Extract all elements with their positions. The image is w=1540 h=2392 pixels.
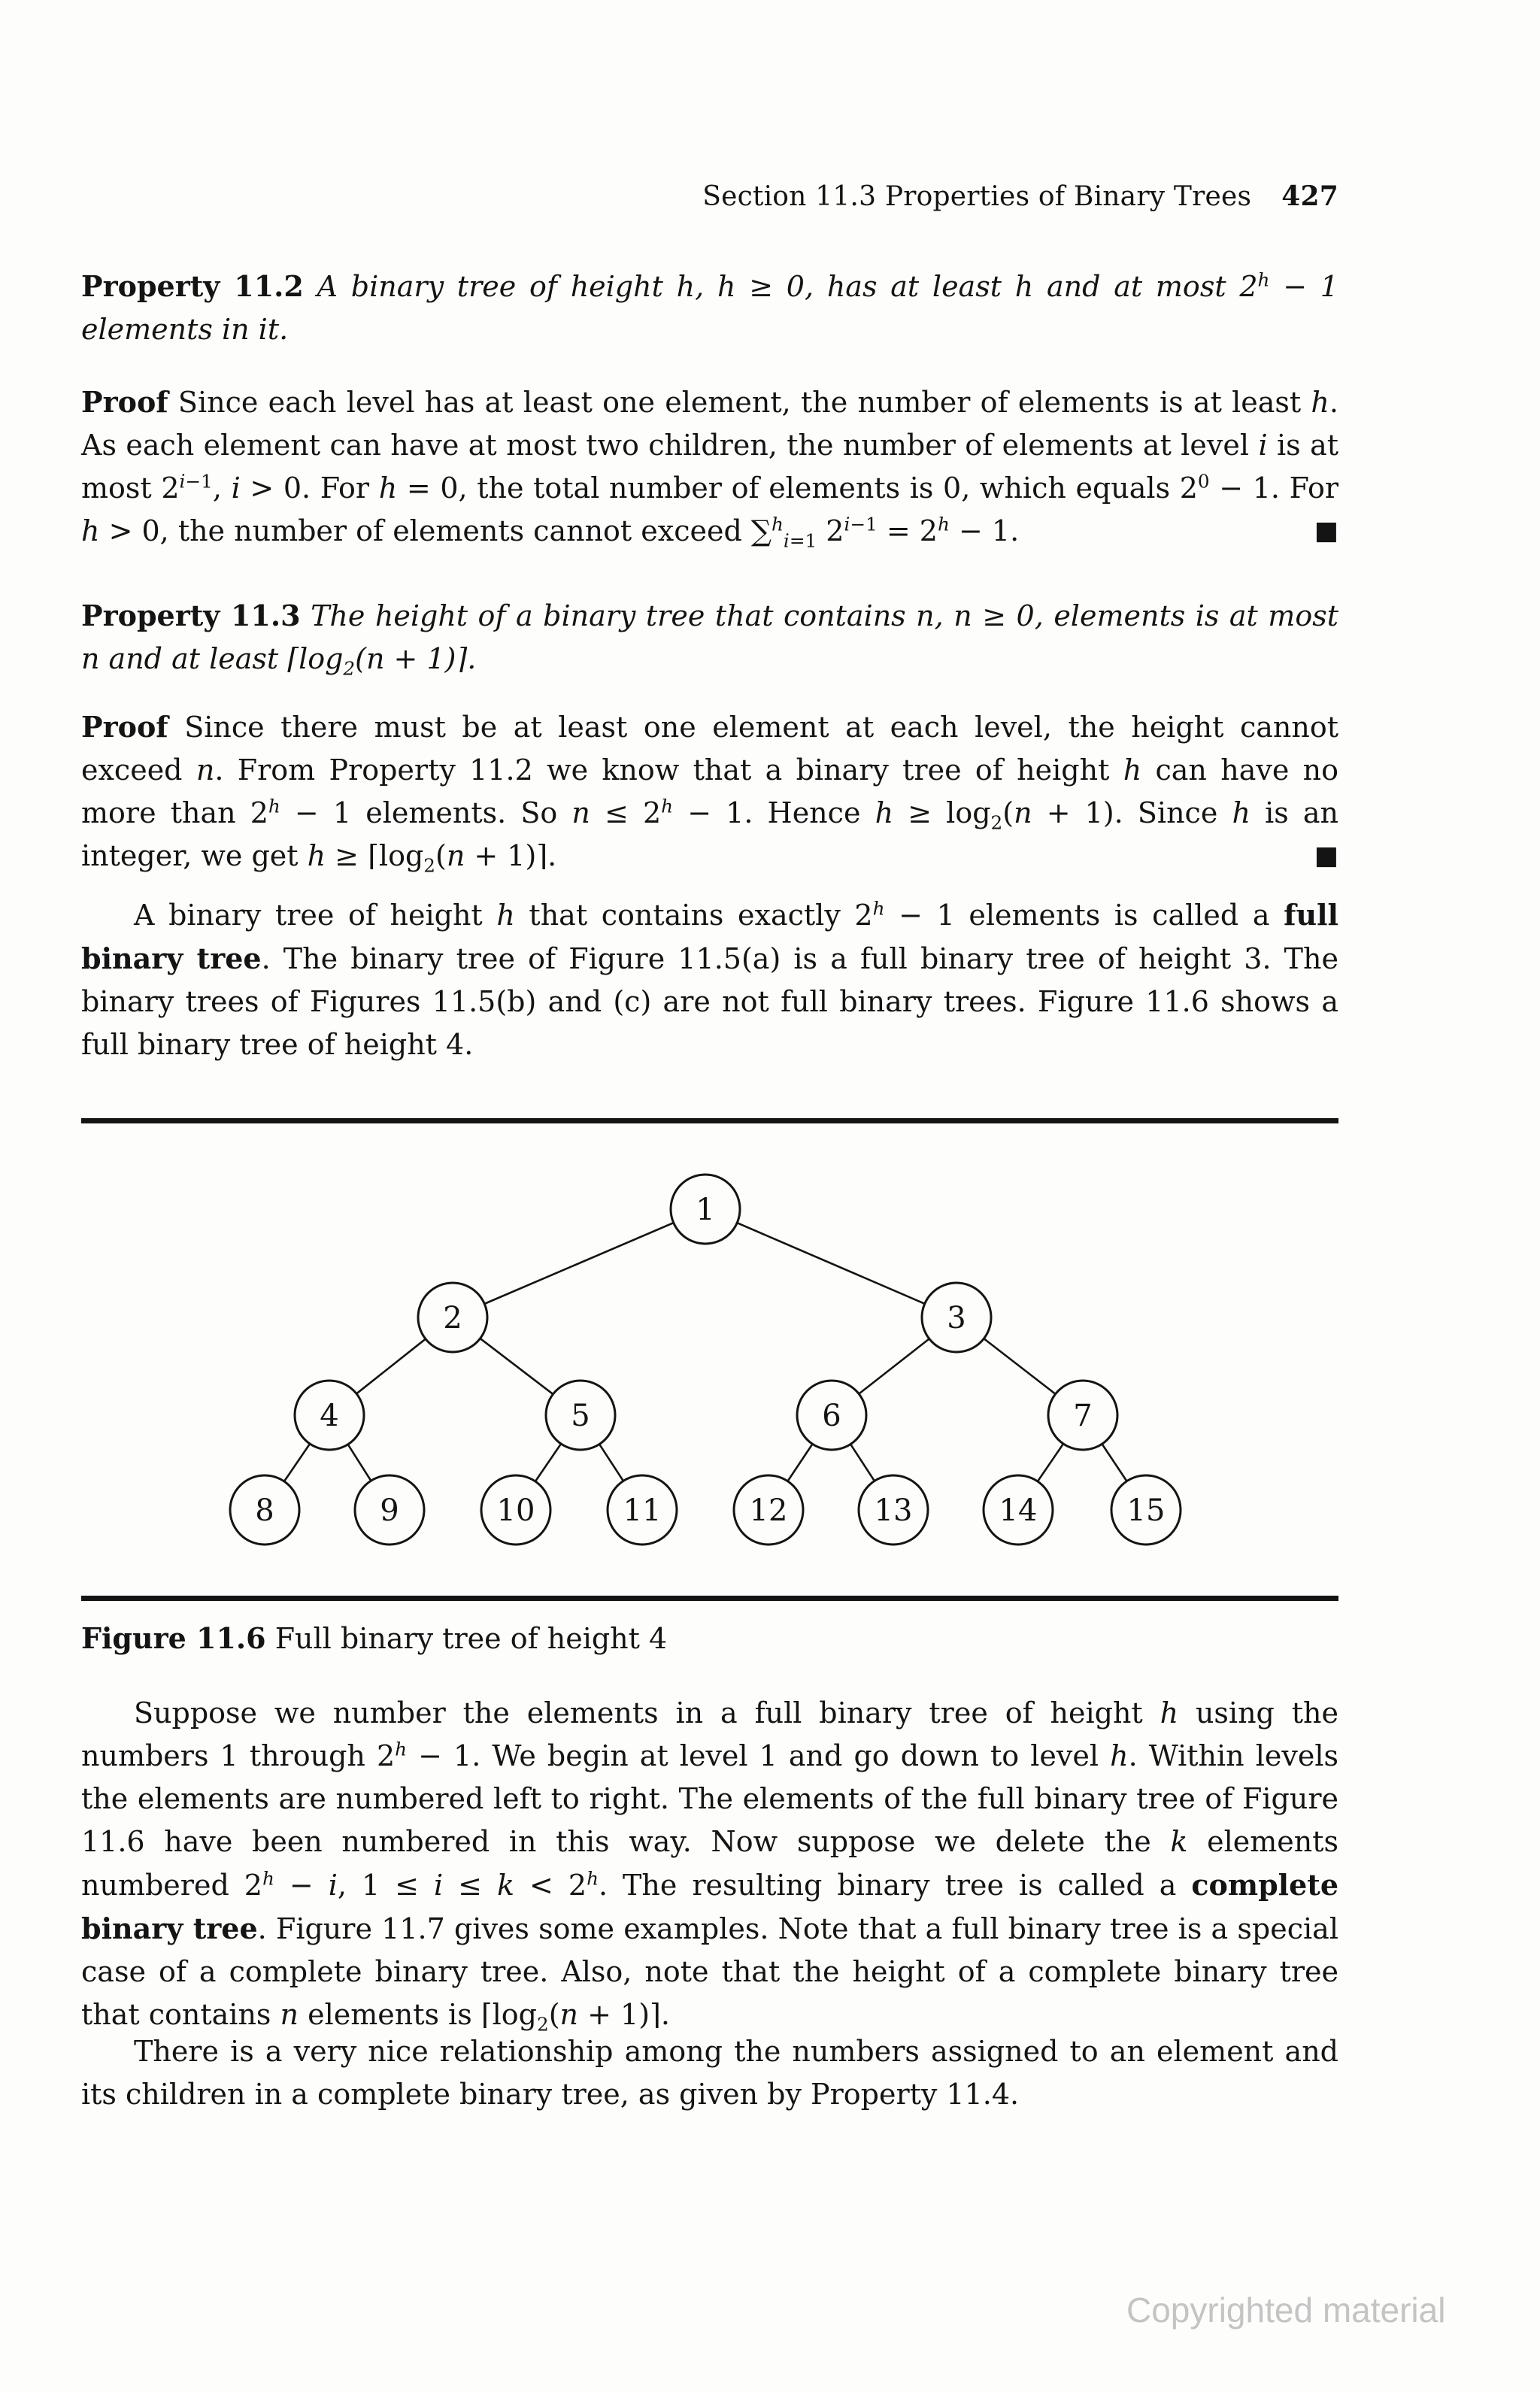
tree-edge-4-9 [348, 1445, 371, 1481]
tree-node-7 [1048, 1381, 1117, 1450]
proof-property-11-2 [81, 380, 1338, 553]
copyright-watermark: Copyrighted material [1126, 2290, 1446, 2330]
tree-node-label: 15 [1126, 1493, 1166, 1528]
caption-label: Figure 11.6 [81, 1621, 266, 1655]
tree-node-1 [671, 1175, 740, 1244]
tree-node-label: 13 [874, 1493, 913, 1528]
proof-property-11-3 [81, 705, 1338, 878]
tree-node-label: 14 [999, 1493, 1038, 1528]
tree-node-label: 2 [443, 1301, 462, 1335]
tree-node-label: 12 [749, 1493, 788, 1528]
property-statement: A binary tree of height h, h ≥ 0, has at least h and at most $2^h - 1$ elements in it. [81, 268, 1338, 346]
tree-node-label: 4 [320, 1399, 339, 1433]
section-title: Section 11.3 Properties of Binary Trees [702, 181, 1252, 212]
tree-node-label: 9 [380, 1493, 399, 1528]
page-number: 427 [1281, 180, 1338, 212]
tree-edge-6-12 [788, 1444, 813, 1481]
full-binary-tree-figure [0, 1143, 1540, 1609]
tree-edge-7-14 [1038, 1444, 1063, 1481]
tree-node-5 [546, 1381, 615, 1450]
proof-text: Since there must be at least one element at each level, the height cannot exceed n. From Property 11.2 we know that a binary tree of height h can have no more than $2^h - 1$ elements. So $n \le 2^h - 1$. Hence $h \ge \log_2(n + 1)$. Since h is an integer, we get $h \ge ⌈\log_2(n$ + 1)⌉. [81, 711, 1338, 877]
proof-text: Since each level has at least one element, the number of elements is at least h. As each element can have at most two children, the number of elements at level i is at most $2^{i-1}$, i > 0. For h = 0, the total number of elements is 0, which equals $2^0 - 1$. For h > 0, the number of elements cannot exceed ∑$^h_{i=1}$ $2^{i-1} = 2^h - 1$. [81, 386, 1338, 552]
tree-node-6 [797, 1381, 866, 1450]
tree-node-label: 6 [822, 1399, 841, 1433]
tree-node-label: 1 [696, 1193, 715, 1227]
tree-edge-1-2 [484, 1223, 673, 1304]
tree-edge-2-5 [480, 1338, 553, 1394]
tree-node-label: 10 [496, 1493, 535, 1528]
tree-node-label: 7 [1073, 1399, 1093, 1433]
tree-edge-4-8 [284, 1444, 310, 1481]
tree-node-10 [481, 1475, 550, 1545]
tree-node-label: 3 [947, 1301, 966, 1335]
tree-node-label: 8 [255, 1493, 274, 1528]
proof-label: Proof [81, 710, 168, 744]
figure-caption [81, 1617, 1338, 1660]
tree-edge-6-13 [850, 1445, 875, 1481]
proof-label: Proof [81, 385, 168, 419]
tree-edge-2-4 [356, 1339, 426, 1394]
running-header [699, 180, 1338, 212]
tree-node-15 [1111, 1475, 1181, 1545]
caption-text: Full binary tree of height 4 [274, 1622, 668, 1655]
tree-node-4 [295, 1381, 364, 1450]
tree-node-3 [922, 1283, 991, 1352]
tree-node-2 [418, 1283, 487, 1352]
tree-edge-7-15 [1102, 1444, 1127, 1481]
paragraph-full-binary-tree: A binary tree of height h that contains exactly $2^h - 1$ elements is called a full binary tree. The binary tree of Figure 11.5(a) is a full binary tree of height 3. The binary trees of Figures 11.5(b) and (c) are not full binary trees. Figure 11.6 shows a full binary tree of height 4. [81, 897, 1338, 1061]
figure-top-rule [81, 1118, 1338, 1123]
paragraph-relationship: There is a very nice relationship among the numbers assigned to an element and its children in a complete binary tree, as given by Property 11.4. [81, 2035, 1338, 2111]
tree-node-11 [608, 1475, 677, 1545]
property-label: Property 11.3 [81, 599, 301, 632]
tree-edge-5-10 [535, 1444, 561, 1481]
tree-edge-3-6 [859, 1338, 929, 1393]
tree-node-14 [984, 1475, 1053, 1545]
property-label: Property 11.2 [81, 269, 304, 303]
tree-node-12 [734, 1475, 803, 1545]
tree-edge-5-11 [599, 1445, 623, 1481]
tree-edge-1-3 [737, 1223, 925, 1304]
qed-mark: ■ [1314, 841, 1338, 871]
qed-mark: ■ [1314, 516, 1338, 546]
tree-node-label: 5 [571, 1399, 590, 1433]
property-statement: The height of a binary tree that contains n, n ≥ 0, elements is at most n and at least $⌈\log_2(n$ + 1)⌉. [81, 599, 1338, 680]
property-11-2 [81, 265, 1338, 351]
tree-node-13 [859, 1475, 928, 1545]
tree-node-8 [230, 1475, 299, 1545]
tree-edge-3-7 [984, 1338, 1055, 1394]
paragraph-complete-binary-tree: Suppose we number the elements in a full binary tree of height h using the numbers 1 through $2^h - 1$. We begin at level 1 and go down to level h. Within levels the elements are numbered left to right. The elements of the full binary tree of Figure 11.6 have been numbered in this way. Now suppose we delete the k elements numbered $2^h - i$, $1 \le i \le k < 2^h$. The resulting binary tree is called a complete binary tree. Figure 11.7 gives some examples. Note that a full binary tree is a special case of a complete binary tree. Also, note that the height of a complete binary tree that contains n elements is $⌈\log_2(n$ + 1)⌉. [81, 1696, 1339, 2036]
figure-bottom-rule [81, 1596, 1338, 1601]
tree-node-label: 11 [623, 1493, 662, 1528]
tree-node-9 [355, 1475, 424, 1545]
property-11-3 [81, 594, 1338, 681]
